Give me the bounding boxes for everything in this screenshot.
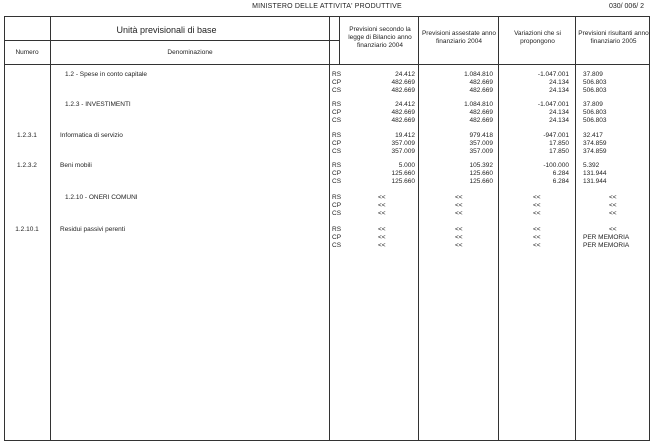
cell-v4: 131.944 xyxy=(583,178,607,185)
cell-code: CP xyxy=(332,109,342,116)
cell-v2: 125.660 xyxy=(469,178,493,185)
cell-v2: 482.669 xyxy=(469,87,493,94)
group-title: Unità previsionali di base xyxy=(116,25,217,35)
cell-v2: << xyxy=(455,202,463,209)
cell-code: RS xyxy=(332,71,342,78)
cell-v4: 5.392 xyxy=(583,162,600,169)
cell-v4: 506.803 xyxy=(583,79,607,86)
col-header-prev-assestate: Previsioni assestate anno finanziario 2004 xyxy=(421,30,497,45)
cell-v1: 5.000 xyxy=(398,162,415,169)
cell-v1: 125.660 xyxy=(391,170,415,177)
cell-v3: 24.134 xyxy=(549,117,569,124)
cell-v2: 482.669 xyxy=(469,109,493,116)
row-line xyxy=(329,202,650,210)
row-line xyxy=(329,117,650,125)
cell-v3: 17.850 xyxy=(549,148,569,155)
cell-v3: << xyxy=(533,202,541,209)
col-header-prev-risultanti: Previsioni risultanti anno finanziario 2005 xyxy=(578,30,649,45)
cell-v3: << xyxy=(533,234,541,241)
cell-v1: 482.669 xyxy=(391,87,415,94)
cell-v3: 24.134 xyxy=(549,109,569,116)
cell-v3: -1.047.001 xyxy=(537,71,569,78)
cell-code: CP xyxy=(332,79,342,86)
row-line xyxy=(329,234,650,242)
row-line xyxy=(329,226,650,234)
table-row xyxy=(4,162,650,186)
row-line xyxy=(329,79,650,87)
cell-v3: -947.001 xyxy=(543,132,569,139)
row-line xyxy=(329,242,650,250)
row-line xyxy=(329,194,650,202)
cell-v2: << xyxy=(455,194,463,201)
cell-code: CS xyxy=(332,148,342,155)
cell-v1: 19.412 xyxy=(395,132,415,139)
cell-v2: << xyxy=(455,210,463,217)
cell-v3: -100.000 xyxy=(543,162,569,169)
cell-v3: 6.284 xyxy=(552,170,569,177)
cell-v2: << xyxy=(455,242,463,249)
row-line xyxy=(329,101,650,109)
table-row xyxy=(4,71,650,95)
cell-v4: PER MEMORIA xyxy=(583,242,630,249)
row-denominazione: 1.2 - Spese in conto capitale xyxy=(65,71,148,78)
cell-v4: PER MEMORIA xyxy=(583,234,630,241)
cell-code: RS xyxy=(332,226,342,233)
cell-v3: 24.134 xyxy=(549,87,569,94)
cell-code: RS xyxy=(332,101,342,108)
header-bottom-line xyxy=(4,64,650,65)
cell-v3: 24.134 xyxy=(549,79,569,86)
cell-v4: 506.803 xyxy=(583,109,607,116)
row-numero: 1.2.10.1 xyxy=(15,226,39,233)
cell-v1: 357.009 xyxy=(391,140,415,147)
header-subdivider xyxy=(4,40,339,41)
row-line xyxy=(329,109,650,117)
cell-v1: << xyxy=(378,242,386,249)
cell-v2: << xyxy=(455,226,463,233)
cell-code: RS xyxy=(332,162,342,169)
row-line xyxy=(329,170,650,178)
cell-code: CS xyxy=(332,210,342,217)
cell-v1: 24.412 xyxy=(395,101,415,108)
row-denominazione: 1.2.3 - INVESTIMENTI xyxy=(65,101,131,108)
cell-v1: << xyxy=(378,226,386,233)
cell-v2: 125.660 xyxy=(469,170,493,177)
table-row xyxy=(4,132,650,156)
cell-v4: << xyxy=(609,210,617,217)
cell-v3: 6.284 xyxy=(552,178,569,185)
row-line xyxy=(329,132,650,140)
cell-v3: 17.850 xyxy=(549,140,569,147)
cell-v2: 357.009 xyxy=(469,140,493,147)
row-numero: 1.2.3.2 xyxy=(17,162,37,169)
cell-v3: -1.047.001 xyxy=(537,101,569,108)
row-line xyxy=(329,148,650,156)
row-line xyxy=(329,162,650,170)
cell-v4: 32.417 xyxy=(583,132,603,139)
row-line xyxy=(329,178,650,186)
col-header-denominazione: Denominazione xyxy=(167,49,213,56)
cell-v1: 357.009 xyxy=(391,148,415,155)
col-header-numero: Numero xyxy=(15,49,39,56)
cell-v4: 131.944 xyxy=(583,170,607,177)
cell-v2: 1.084.810 xyxy=(464,101,493,108)
cell-code: CP xyxy=(332,234,342,241)
cell-v2: << xyxy=(455,234,463,241)
cell-v4: 374.859 xyxy=(583,148,607,155)
cell-v1: 482.669 xyxy=(391,109,415,116)
row-numero: 1.2.3.1 xyxy=(17,132,37,139)
cell-v2: 482.669 xyxy=(469,117,493,124)
cell-v4: 37.809 xyxy=(583,101,603,108)
cell-v3: << xyxy=(533,210,541,217)
table-row xyxy=(4,194,650,218)
cell-code: RS xyxy=(332,132,342,139)
cell-v2: 979.418 xyxy=(469,132,493,139)
cell-code: CS xyxy=(332,117,342,124)
cell-v4: << xyxy=(609,202,617,209)
cell-v1: 482.669 xyxy=(391,117,415,124)
cell-v2: 1.084.810 xyxy=(464,71,493,78)
cell-code: CP xyxy=(332,140,342,147)
cell-v2: 357.009 xyxy=(469,148,493,155)
cell-v4: 374.859 xyxy=(583,140,607,147)
row-denominazione: Beni mobili xyxy=(60,162,92,169)
cell-code: CP xyxy=(332,170,342,177)
cell-v2: 482.669 xyxy=(469,79,493,86)
cell-v1: << xyxy=(378,202,386,209)
row-denominazione: 1.2.10 - ONERI COMUNI xyxy=(65,194,138,201)
cell-v1: << xyxy=(378,210,386,217)
row-line xyxy=(329,140,650,148)
cell-code: CS xyxy=(332,178,342,185)
cell-v1: 125.660 xyxy=(391,178,415,185)
cell-code: CS xyxy=(332,87,342,94)
cell-v1: 482.669 xyxy=(391,79,415,86)
cell-v4: << xyxy=(609,194,617,201)
cell-v4: 37.809 xyxy=(583,71,603,78)
cell-v1: << xyxy=(378,234,386,241)
table-row xyxy=(4,226,650,250)
cell-v1: << xyxy=(378,194,386,201)
cell-v1: 24.412 xyxy=(395,71,415,78)
cell-v3: << xyxy=(533,194,541,201)
cell-v4: 506.803 xyxy=(583,87,607,94)
row-denominazione: Informatica di servizio xyxy=(60,132,123,139)
cell-code: CS xyxy=(332,242,342,249)
cell-v4: << xyxy=(609,226,617,233)
row-denominazione: Residui passivi perenti xyxy=(60,226,126,233)
cell-v3: << xyxy=(533,226,541,233)
divider-header-code xyxy=(339,16,340,64)
page-number: 030/ 006/ 2 xyxy=(608,3,644,10)
cell-code: CP xyxy=(332,202,342,209)
page-title: MINISTERO DELLE ATTIVITA' PRODUTTIVE xyxy=(252,3,402,10)
cell-v4: 506.803 xyxy=(583,117,607,124)
cell-v3: << xyxy=(533,242,541,249)
row-line xyxy=(329,71,650,79)
table-row xyxy=(4,101,650,125)
cell-v2: 105.392 xyxy=(469,162,493,169)
col-header-variazioni: Variazioni che si propongono xyxy=(514,30,561,45)
cell-code: RS xyxy=(332,194,342,201)
col-header-prev-legge: Previsioni secondo la legge di Bilancio anno finanziario 2004 xyxy=(348,26,412,49)
row-line xyxy=(329,210,650,218)
row-line xyxy=(329,87,650,95)
